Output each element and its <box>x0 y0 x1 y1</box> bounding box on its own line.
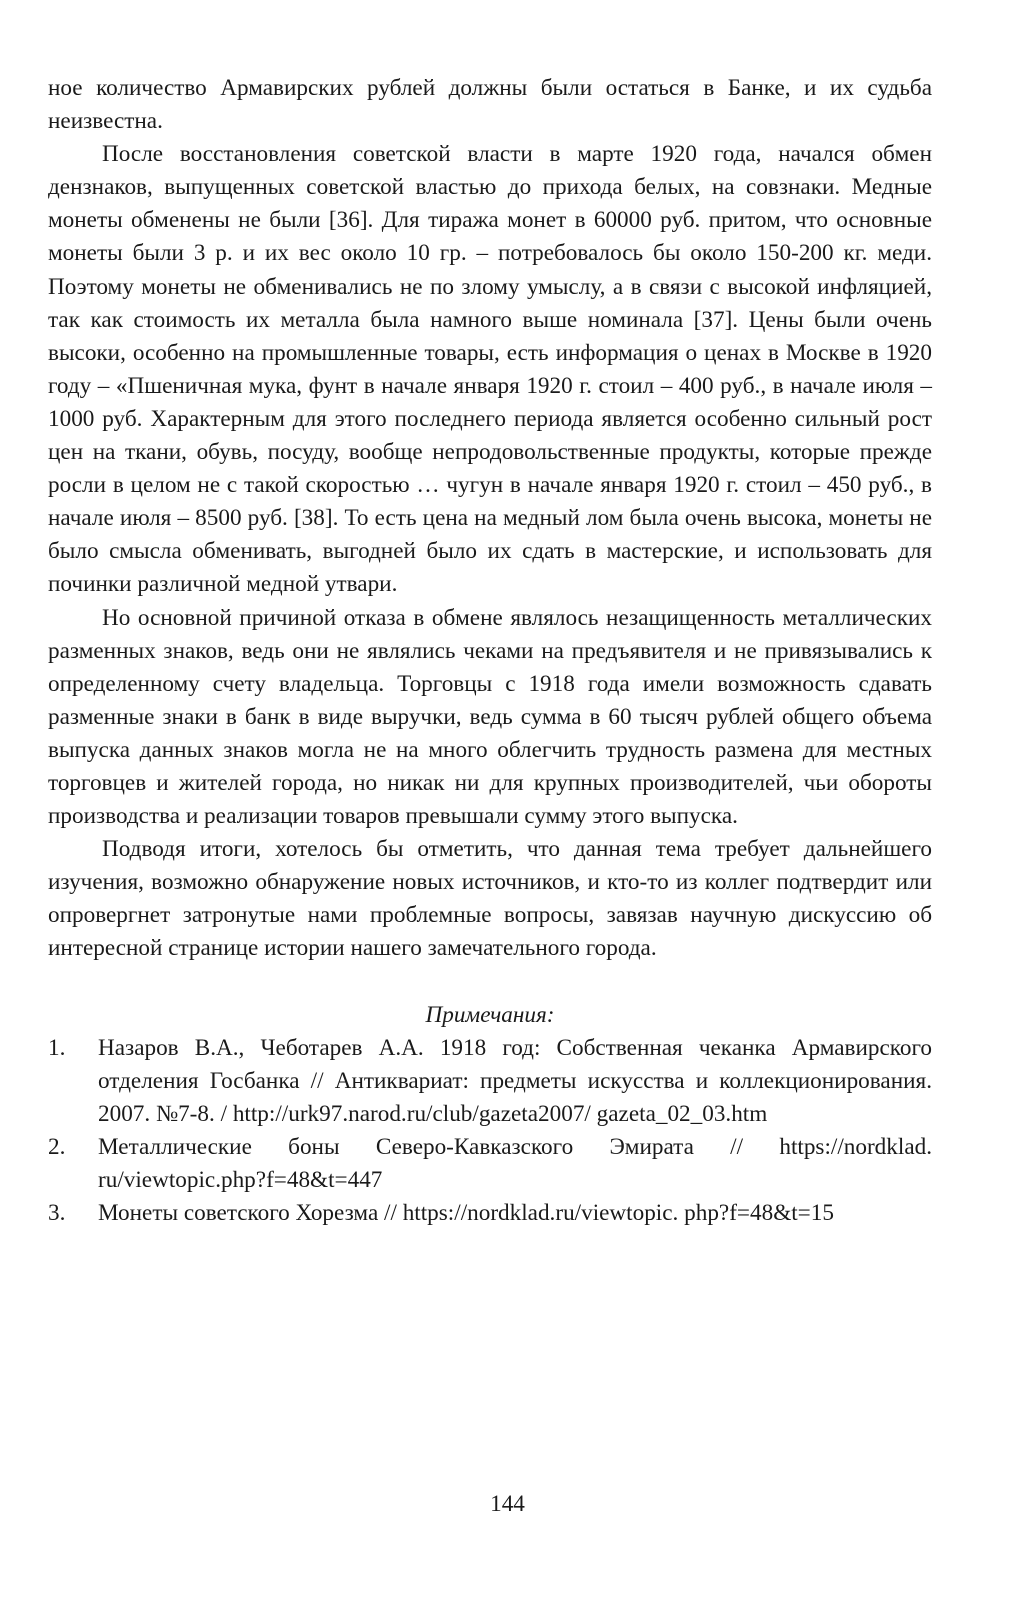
body-paragraph: Но основной причиной отказа в обмене являлось незащищенность металлических разменных знаков, ведь они не являлись чеками на предъявителя и не привязывались к определенному счету владельца. Торговцы с 1918 года имели возможность сдавать разменные знаки в банк в виде выручки, ведь сумма в 60 тысяч рублей общего объема выпуска данных знаков могла не на много облегчить трудность размена для местных торговцев и жителей города, но никак ни для крупных производителей, чьи обороты производства и реализации товаров превышали сумму этого выпуска. <box>48 604 932 830</box>
note-item <box>48 1032 932 1131</box>
page-content <box>48 72 932 1230</box>
page-number: 144 <box>490 1491 525 1517</box>
note-item <box>48 1131 932 1197</box>
note-number: 3. <box>48 1200 66 1227</box>
notes-list <box>48 1032 932 1231</box>
body-paragraph: После восстановления советской власти в марте 1920 года, начался обмен дензнаков, выпущенных советской властью до прихода белых, на совзнаки. Медные монеты обменены не были [36]. Для тиража монет в 60000 руб. притом, что основные монеты были 3 р. и их вес около 10 гр. – потребовалось бы около 150-200 кг. меди. Поэтому монеты не обменивались не по злому умыслу, а в связи с высокой инфляцией, так как стоимость их металла была намного выше номинала [37]. Цены были очень высоки, особенно на промышленные товары, есть информация о ценах в Москве в 1920 году – «Пшеничная мука, фунт в начале января 1920 г. стоил – 400 руб., в начале июля – 1000 руб. Характерным для этого последнего периода является особенно сильный рост цен на ткани, обувь, посуду, вообще непродовольственные продукты, которые прежде росли в целом не с такой скоростью … чугун в начале января 1920 г. стоил – 450 руб., в начале июля – 8500 руб. [38]. То есть цена на медный лом была очень высока, монеты не было смысла обменивать, выгодней было их сдать в мастерские, и использовать для починки различной медной утвари. <box>48 141 932 598</box>
note-number: 2. <box>48 1133 66 1160</box>
notes-heading: Примечания: <box>425 1001 555 1028</box>
body-paragraph-continuation: ное количество Армавирских рублей должны были остаться в Банке, и их судьба неизвестна. <box>48 75 932 135</box>
body-paragraph: Подводя итоги, хотелось бы отметить, что данная тема требует дальнейшего изучения, возможно обнаружение новых источников, и кто-то из коллег подтвердит или опровергнет затронутые нами проблемные вопросы, завязав научную дискуссию об интересной странице истории нашего замечательного города. <box>48 836 932 962</box>
note-item <box>48 1197 932 1230</box>
note-number: 1. <box>48 1034 66 1061</box>
note-text: Назаров В.А., Чеботарев А.А. 1918 год: Собственная чеканка Армавирского отделения Госбанка // Антиквариат: предметы искусства и коллекционирования. 2007. №7-8. / http://urk97.narod.ru/club/gazeta2007/ gazeta_02_03.htm <box>98 1034 932 1127</box>
note-text: Металлические боны Северо-Кавказского Эмирата // https://nordklad. ru/viewtopic.php?f=48&t=447 <box>98 1133 932 1193</box>
note-text: Монеты советского Хорезма // https://nordklad.ru/viewtopic. php?f=48&t=15 <box>98 1200 834 1227</box>
